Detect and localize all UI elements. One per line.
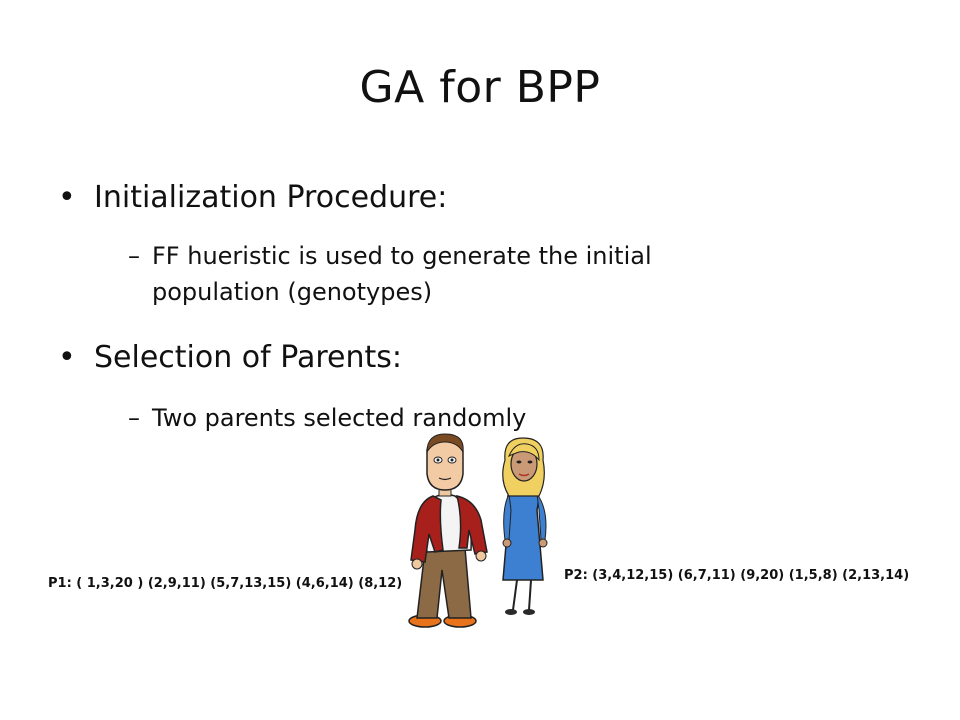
parent-1-label: P1: ( 1,3,20 ) (2,9,11) (5,7,13,15) (4,6,14) (8,12) [48,576,403,591]
parents-illustration [405,430,555,630]
sub-bullet-line-1: Two parents selected randomly [152,404,527,432]
sub-bullet-line-1: FF hueristic is used to generate the initial [152,242,652,270]
bullet-dot-icon: • [58,180,76,215]
parent-2-label: P2: (3,4,12,15) (6,7,11) (9,20) (1,5,8) (2,13,14) [564,568,910,583]
sub-bullet-ff-heuristic [128,238,652,310]
bullet-text: Initialization Procedure: [94,180,448,215]
slide-title: GA for BPP [359,62,601,113]
bullet-initialization [58,180,447,215]
bullet-selection [58,340,402,375]
bullet-dot-icon: • [58,340,76,375]
sub-bullet-line-2: population (genotypes) [152,278,433,306]
female-parent-figure [503,438,547,615]
male-parent-figure [409,434,487,627]
dash-icon: – [128,404,140,432]
bullet-text: Selection of Parents: [94,340,403,375]
dash-icon: – [128,242,140,270]
